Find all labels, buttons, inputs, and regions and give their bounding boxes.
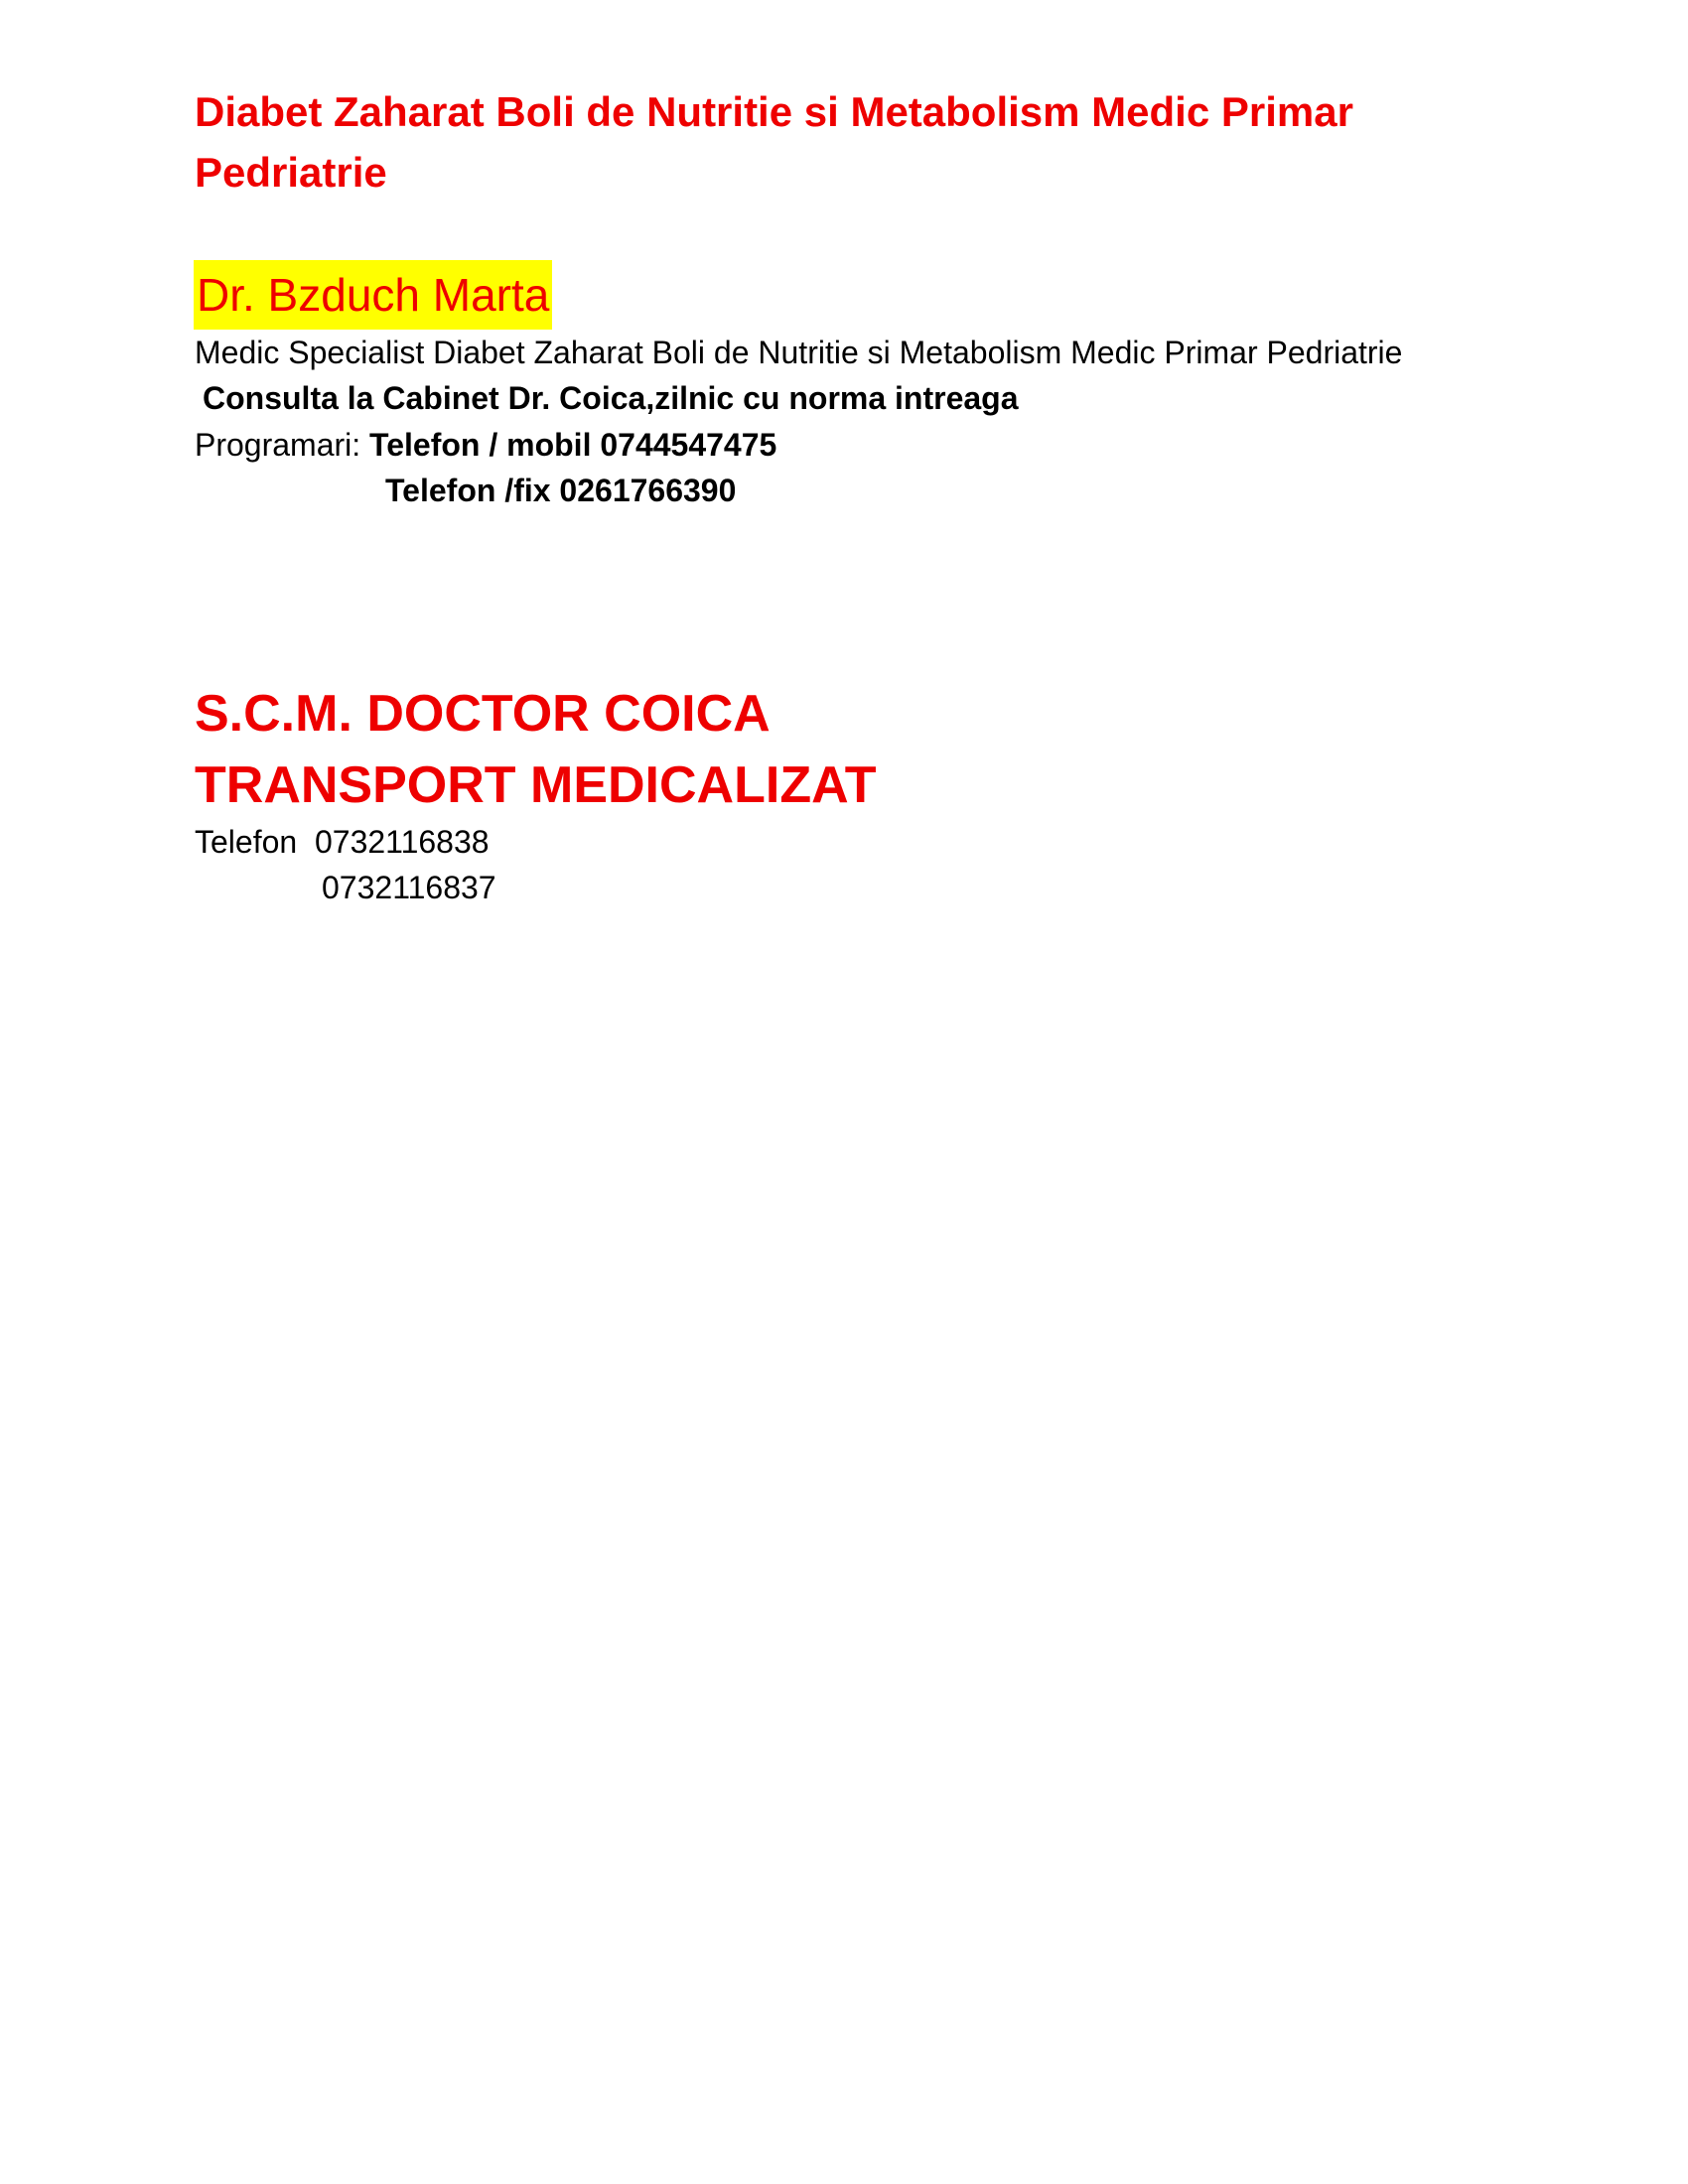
appointments-label: Programari: — [195, 427, 361, 463]
company-phone-label: Telefon — [195, 824, 298, 860]
doctor-name: Dr. Bzduch Marta — [194, 260, 552, 330]
phone-fixed: Telefon /fix 0261766390 — [385, 473, 737, 508]
phone-mobile: Telefon / mobil 0744547475 — [369, 427, 777, 463]
company-phone-2: 0732116837 — [322, 870, 496, 905]
company-service: TRANSPORT MEDICALIZAT — [195, 756, 877, 814]
page-heading: Diabet Zaharat Boli de Nutritie si Metabolism Medic Primar Pedriatrie — [195, 88, 1353, 196]
company-name: S.C.M. DOCTOR COICA — [195, 685, 771, 743]
doctor-title: Medic Specialist Diabet Zaharat Boli de Nutritie si Metabolism Medic Primar Pedriatrie — [195, 335, 1403, 370]
appointments-line — [195, 423, 776, 467]
company-phone-1: 0732116838 — [314, 824, 490, 860]
consult-info: Consulta la Cabinet Dr. Coica,zilnic cu norma intreaga — [203, 380, 1019, 416]
company-phone-line — [195, 820, 490, 864]
